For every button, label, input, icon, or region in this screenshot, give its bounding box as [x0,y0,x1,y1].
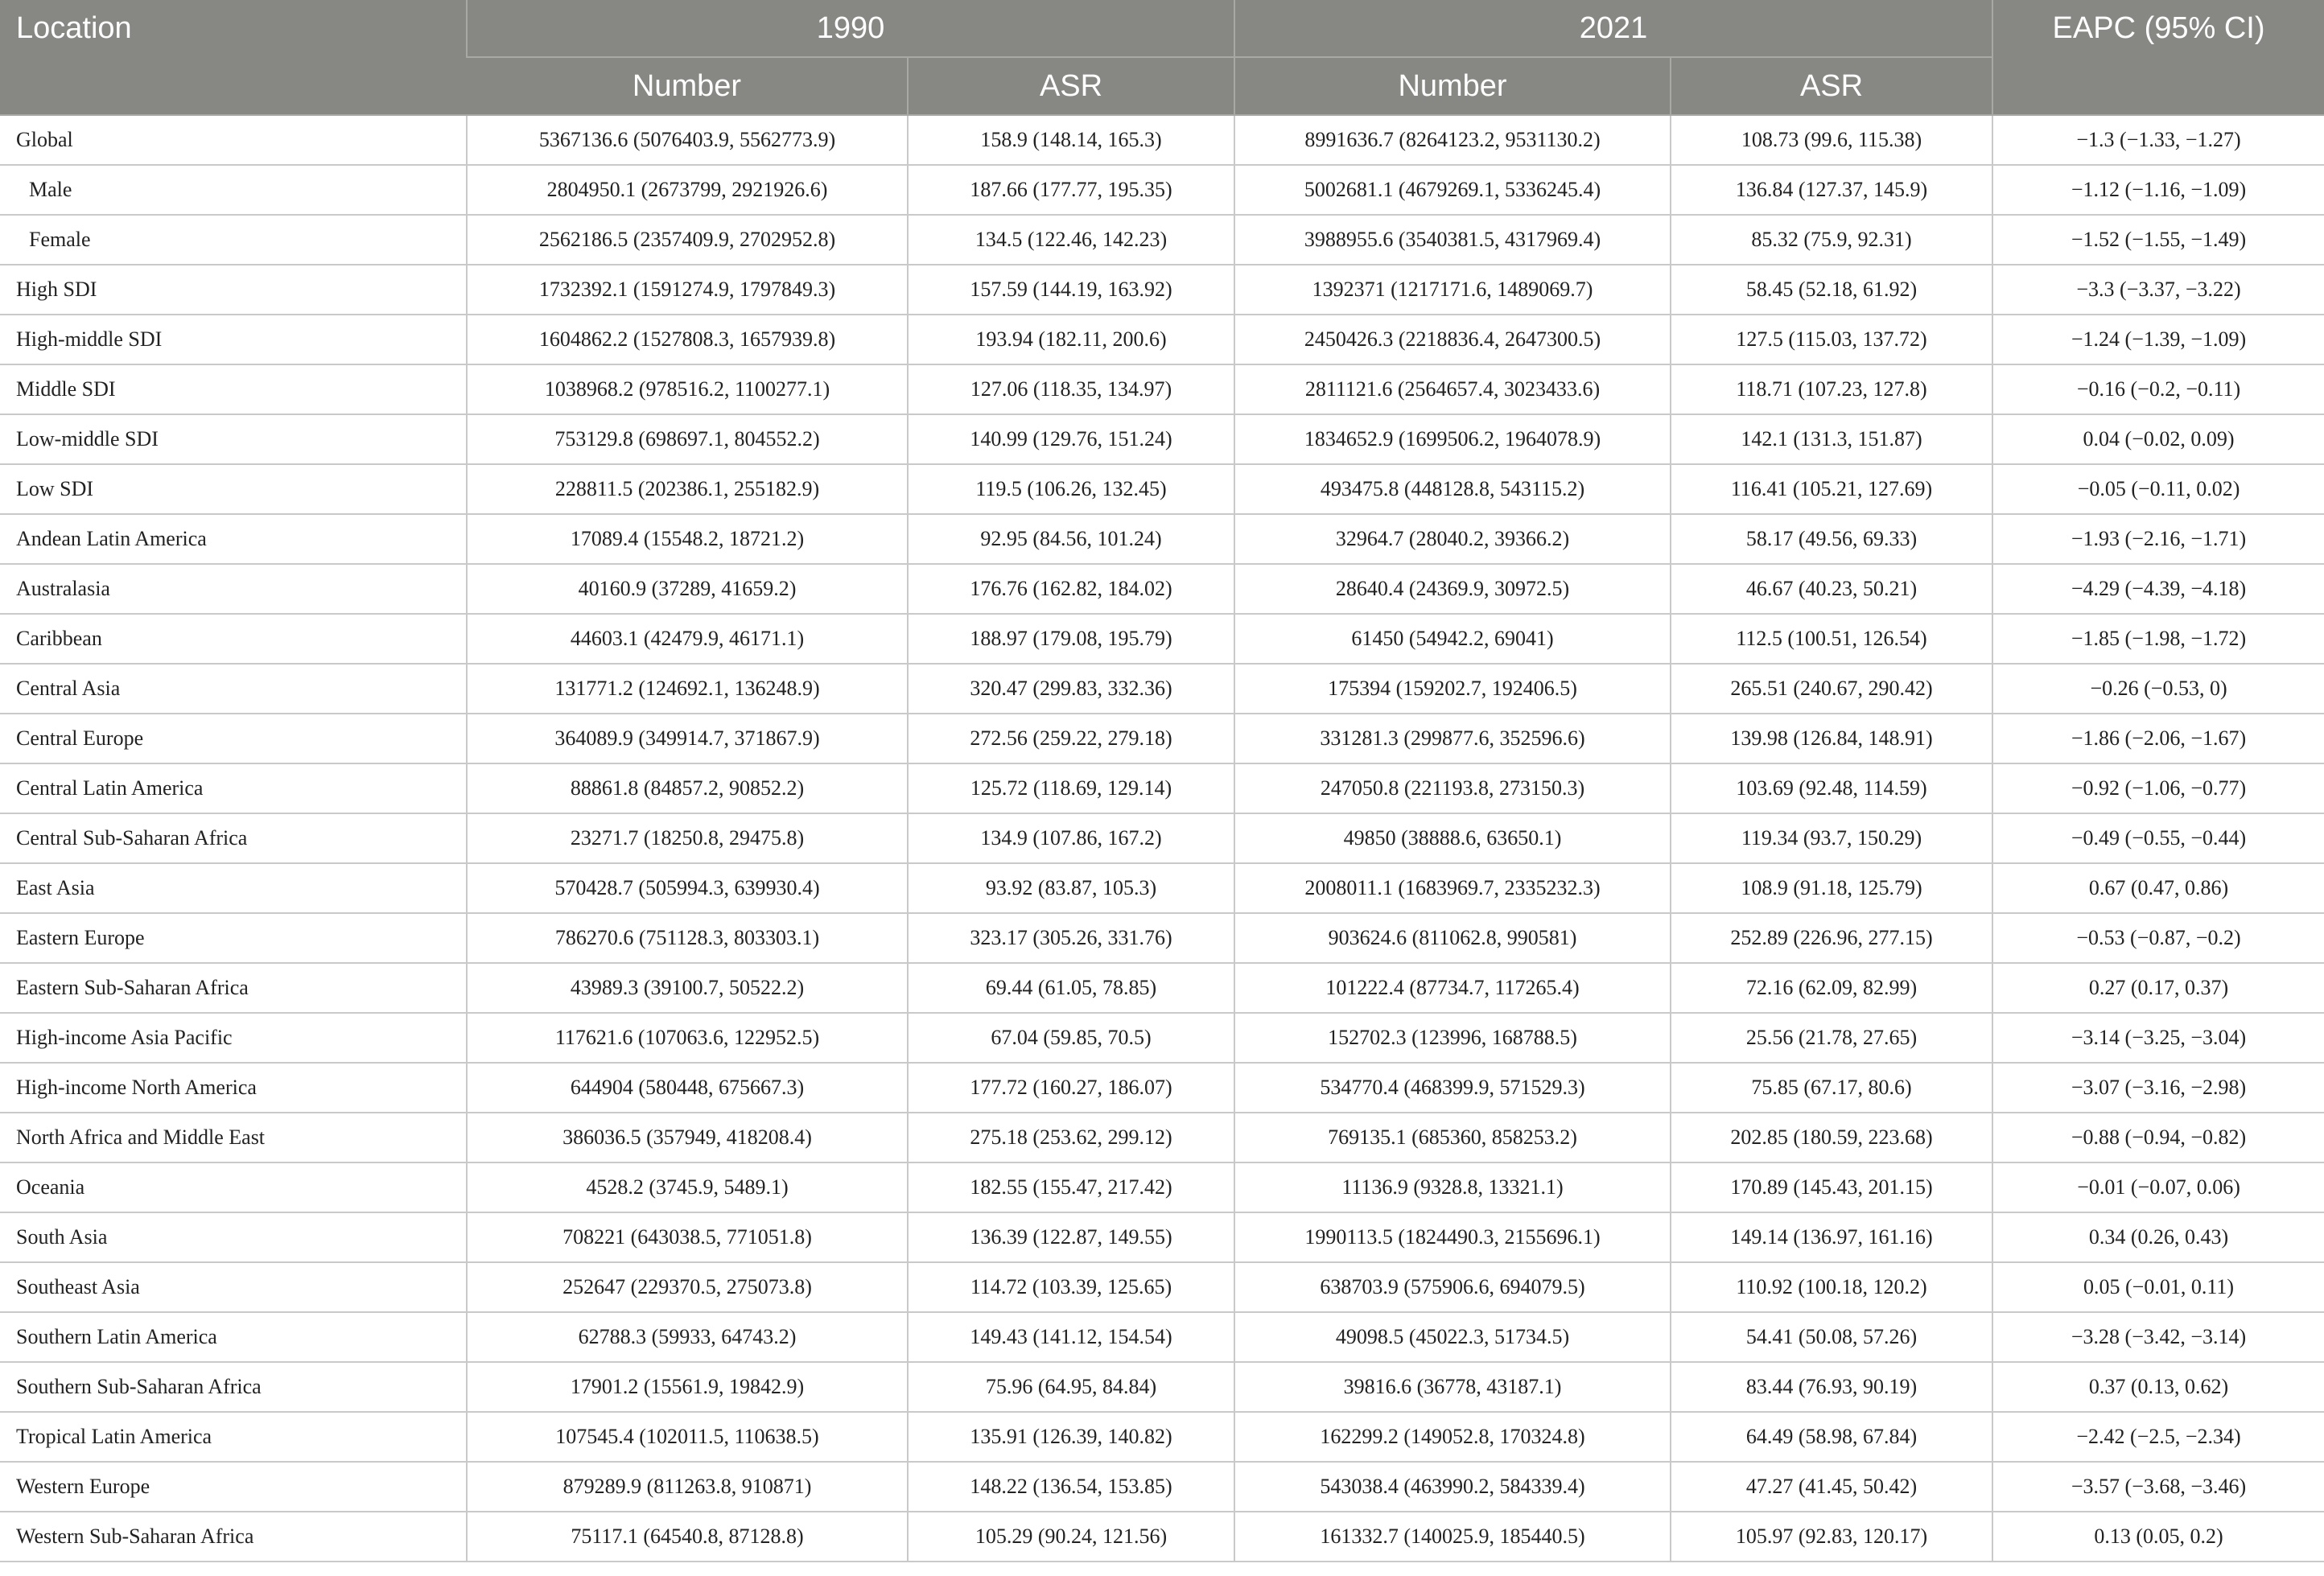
location-cell: Tropical Latin America [0,1412,467,1462]
location-cell: Global [0,115,467,165]
eapc-cell: 0.13 (0.05, 0.2) [1992,1512,2324,1562]
number-2021-cell: 3988955.6 (3540381.5, 4317969.4) [1234,215,1671,265]
asr-1990-cell: 135.91 (126.39, 140.82) [908,1412,1234,1462]
location-cell: Central Asia [0,664,467,714]
location-cell: Low SDI [0,464,467,514]
table-row [0,414,2324,464]
asr-1990-cell: 323.17 (305.26, 331.76) [908,913,1234,963]
table-row [0,1013,2324,1063]
table-row [0,614,2324,664]
table-row [0,464,2324,514]
asr-2021-cell: 110.92 (100.18, 120.2) [1671,1262,1992,1312]
asr-2021-cell: 252.89 (226.96, 277.15) [1671,913,1992,963]
location-cell: Caribbean [0,614,467,664]
number-2021-cell: 2450426.3 (2218836.4, 2647300.5) [1234,315,1671,364]
table-row [0,1462,2324,1512]
number-2021-cell: 2811121.6 (2564657.4, 3023433.6) [1234,364,1671,414]
eapc-cell: −2.42 (−2.5, −2.34) [1992,1412,2324,1462]
table-row [0,215,2324,265]
eapc-cell: 0.05 (−0.01, 0.11) [1992,1262,2324,1312]
asr-2021-cell: 54.41 (50.08, 57.26) [1671,1312,1992,1362]
eapc-cell: −1.3 (−1.33, −1.27) [1992,115,2324,165]
asr-2021-cell: 136.84 (127.37, 145.9) [1671,165,1992,215]
asr-2021-cell: 112.5 (100.51, 126.54) [1671,614,1992,664]
number-1990-cell: 644904 (580448, 675667.3) [467,1063,908,1113]
number-1990-cell: 62788.3 (59933, 64743.2) [467,1312,908,1362]
asr-2021-cell: 58.45 (52.18, 61.92) [1671,265,1992,315]
eapc-cell: −1.93 (−2.16, −1.71) [1992,514,2324,564]
table-row [0,1362,2324,1412]
number-2021-cell: 331281.3 (299877.6, 352596.6) [1234,714,1671,763]
asr-1990-cell: 92.95 (84.56, 101.24) [908,514,1234,564]
asr-1990-cell: 136.39 (122.87, 149.55) [908,1212,1234,1262]
asr-2021-cell: 85.32 (75.9, 92.31) [1671,215,1992,265]
location-cell: High-middle SDI [0,315,467,364]
table-row [0,315,2324,364]
number-2021-cell: 175394 (159202.7, 192406.5) [1234,664,1671,714]
location-cell: Middle SDI [0,364,467,414]
location-cell: Central Europe [0,714,467,763]
number-2021-cell: 1990113.5 (1824490.3, 2155696.1) [1234,1212,1671,1262]
number-1990-cell: 386036.5 (357949, 418208.4) [467,1113,908,1162]
number-2021-cell: 769135.1 (685360, 858253.2) [1234,1113,1671,1162]
asr-1990-cell: 275.18 (253.62, 299.12) [908,1113,1234,1162]
number-1990-cell: 5367136.6 (5076403.9, 5562773.9) [467,115,908,165]
asr-2021-cell: 127.5 (115.03, 137.72) [1671,315,1992,364]
eapc-cell: −1.24 (−1.39, −1.09) [1992,315,2324,364]
asr-2021-cell: 170.89 (145.43, 201.15) [1671,1162,1992,1212]
number-1990-cell: 17089.4 (15548.2, 18721.2) [467,514,908,564]
number-2021-cell: 1392371 (1217171.6, 1489069.7) [1234,265,1671,315]
asr-1990-cell: 187.66 (177.77, 195.35) [908,165,1234,215]
number-1990-cell: 570428.7 (505994.3, 639930.4) [467,863,908,913]
number-2021-cell: 61450 (54942.2, 69041) [1234,614,1671,664]
number-1990-cell: 786270.6 (751128.3, 803303.1) [467,913,908,963]
table-row [0,1412,2324,1462]
eapc-cell: −3.28 (−3.42, −3.14) [1992,1312,2324,1362]
asr-2021-cell: 202.85 (180.59, 223.68) [1671,1113,1992,1162]
asr-2021-cell: 139.98 (126.84, 148.91) [1671,714,1992,763]
number-2021-cell: 11136.9 (9328.8, 13321.1) [1234,1162,1671,1212]
eapc-cell: 0.04 (−0.02, 0.09) [1992,414,2324,464]
eapc-cell: −0.88 (−0.94, −0.82) [1992,1113,2324,1162]
asr-1990-cell: 157.59 (144.19, 163.92) [908,265,1234,315]
number-2021-cell: 28640.4 (24369.9, 30972.5) [1234,564,1671,614]
number-1990-cell: 879289.9 (811263.8, 910871) [467,1462,908,1512]
table-body [0,115,2324,1562]
number-2021-cell: 638703.9 (575906.6, 694079.5) [1234,1262,1671,1312]
asr-2021-cell: 108.73 (99.6, 115.38) [1671,115,1992,165]
location-cell: Andean Latin America [0,514,467,564]
number-1990-cell: 753129.8 (698697.1, 804552.2) [467,414,908,464]
asr-2021-cell: 119.34 (93.7, 150.29) [1671,813,1992,863]
table-header [0,0,2324,115]
table-row [0,564,2324,614]
location-cell: East Asia [0,863,467,913]
location-cell: High-income North America [0,1063,467,1113]
asr-1990-cell: 188.97 (179.08, 195.79) [908,614,1234,664]
table-row [0,1212,2324,1262]
number-1990-cell: 1732392.1 (1591274.9, 1797849.3) [467,265,908,315]
location-cell: Female [0,215,467,265]
number-2021-cell: 49098.5 (45022.3, 51734.5) [1234,1312,1671,1362]
eapc-cell: 0.67 (0.47, 0.86) [1992,863,2324,913]
number-1990-cell: 23271.7 (18250.8, 29475.8) [467,813,908,863]
header-asr-1990: ASR [908,57,1234,115]
table-row [0,763,2324,813]
number-1990-cell: 4528.2 (3745.9, 5489.1) [467,1162,908,1212]
location-cell: Western Sub-Saharan Africa [0,1512,467,1562]
number-2021-cell: 493475.8 (448128.8, 543115.2) [1234,464,1671,514]
table-row [0,664,2324,714]
number-1990-cell: 75117.1 (64540.8, 87128.8) [467,1512,908,1562]
number-2021-cell: 8991636.7 (8264123.2, 9531130.2) [1234,115,1671,165]
asr-1990-cell: 75.96 (64.95, 84.84) [908,1362,1234,1412]
number-2021-cell: 32964.7 (28040.2, 39366.2) [1234,514,1671,564]
table-row [0,1312,2324,1362]
eapc-cell: −1.86 (−2.06, −1.67) [1992,714,2324,763]
asr-1990-cell: 105.29 (90.24, 121.56) [908,1512,1234,1562]
asr-2021-cell: 58.17 (49.56, 69.33) [1671,514,1992,564]
asr-1990-cell: 320.47 (299.83, 332.36) [908,664,1234,714]
eapc-cell: 0.34 (0.26, 0.43) [1992,1212,2324,1262]
number-2021-cell: 101222.4 (87734.7, 117265.4) [1234,963,1671,1013]
header-number-2021: Number [1234,57,1671,115]
table-row [0,364,2324,414]
asr-1990-cell: 67.04 (59.85, 70.5) [908,1013,1234,1063]
asr-1990-cell: 93.92 (83.87, 105.3) [908,863,1234,913]
header-location: Location [0,0,467,115]
table-row [0,863,2324,913]
asr-1990-cell: 176.76 (162.82, 184.02) [908,564,1234,614]
table-row [0,714,2324,763]
asr-2021-cell: 75.85 (67.17, 80.6) [1671,1063,1992,1113]
asr-2021-cell: 83.44 (76.93, 90.19) [1671,1362,1992,1412]
number-1990-cell: 708221 (643038.5, 771051.8) [467,1212,908,1262]
asr-2021-cell: 47.27 (41.45, 50.42) [1671,1462,1992,1512]
number-1990-cell: 107545.4 (102011.5, 110638.5) [467,1412,908,1462]
header-year-1990: 1990 [467,0,1234,57]
asr-2021-cell: 64.49 (58.98, 67.84) [1671,1412,1992,1462]
location-cell: North Africa and Middle East [0,1113,467,1162]
table-row [0,1063,2324,1113]
location-cell: Central Sub-Saharan Africa [0,813,467,863]
eapc-cell: 0.27 (0.17, 0.37) [1992,963,2324,1013]
number-2021-cell: 2008011.1 (1683969.7, 2335232.3) [1234,863,1671,913]
location-cell: High SDI [0,265,467,315]
number-1990-cell: 1604862.2 (1527808.3, 1657939.8) [467,315,908,364]
table-row [0,115,2324,165]
eapc-cell: −0.16 (−0.2, −0.11) [1992,364,2324,414]
asr-1990-cell: 119.5 (106.26, 132.45) [908,464,1234,514]
asr-2021-cell: 149.14 (136.97, 161.16) [1671,1212,1992,1262]
number-2021-cell: 162299.2 (149052.8, 170324.8) [1234,1412,1671,1462]
header-row-years [0,0,2324,57]
number-2021-cell: 39816.6 (36778, 43187.1) [1234,1362,1671,1412]
eapc-cell: −3.07 (−3.16, −2.98) [1992,1063,2324,1113]
eapc-cell: −0.05 (−0.11, 0.02) [1992,464,2324,514]
asr-2021-cell: 108.9 (91.18, 125.79) [1671,863,1992,913]
asr-1990-cell: 114.72 (103.39, 125.65) [908,1262,1234,1312]
location-cell: Low-middle SDI [0,414,467,464]
location-cell: Central Latin America [0,763,467,813]
number-1990-cell: 44603.1 (42479.9, 46171.1) [467,614,908,664]
number-1990-cell: 40160.9 (37289, 41659.2) [467,564,908,614]
number-2021-cell: 1834652.9 (1699506.2, 1964078.9) [1234,414,1671,464]
header-asr-2021: ASR [1671,57,1992,115]
asr-2021-cell: 72.16 (62.09, 82.99) [1671,963,1992,1013]
location-cell: High-income Asia Pacific [0,1013,467,1063]
eapc-cell: −1.85 (−1.98, −1.72) [1992,614,2324,664]
asr-2021-cell: 116.41 (105.21, 127.69) [1671,464,1992,514]
asr-1990-cell: 134.9 (107.86, 167.2) [908,813,1234,863]
number-2021-cell: 152702.3 (123996, 168788.5) [1234,1013,1671,1063]
asr-2021-cell: 25.56 (21.78, 27.65) [1671,1013,1992,1063]
asr-2021-cell: 265.51 (240.67, 290.42) [1671,664,1992,714]
number-2021-cell: 543038.4 (463990.2, 584339.4) [1234,1462,1671,1512]
asr-1990-cell: 177.72 (160.27, 186.07) [908,1063,1234,1113]
number-2021-cell: 49850 (38888.6, 63650.1) [1234,813,1671,863]
table-row [0,913,2324,963]
location-cell: South Asia [0,1212,467,1262]
asr-1990-cell: 134.5 (122.46, 142.23) [908,215,1234,265]
asr-1990-cell: 148.22 (136.54, 153.85) [908,1462,1234,1512]
location-cell: Southeast Asia [0,1262,467,1312]
number-1990-cell: 88861.8 (84857.2, 90852.2) [467,763,908,813]
asr-1990-cell: 125.72 (118.69, 129.14) [908,763,1234,813]
table-row [0,1113,2324,1162]
number-1990-cell: 252647 (229370.5, 275073.8) [467,1262,908,1312]
location-cell: Eastern Sub-Saharan Africa [0,963,467,1013]
eapc-cell: −0.01 (−0.07, 0.06) [1992,1162,2324,1212]
eapc-cell: −4.29 (−4.39, −4.18) [1992,564,2324,614]
number-2021-cell: 534770.4 (468399.9, 571529.3) [1234,1063,1671,1113]
asr-2021-cell: 118.71 (107.23, 127.8) [1671,364,1992,414]
eapc-cell: −0.26 (−0.53, 0) [1992,664,2324,714]
location-cell: Southern Latin America [0,1312,467,1362]
number-1990-cell: 131771.2 (124692.1, 136248.9) [467,664,908,714]
asr-2021-cell: 142.1 (131.3, 151.87) [1671,414,1992,464]
header-number-1990: Number [467,57,908,115]
number-1990-cell: 17901.2 (15561.9, 19842.9) [467,1362,908,1412]
table-row [0,1512,2324,1562]
number-1990-cell: 364089.9 (349914.7, 371867.9) [467,714,908,763]
table-row [0,1162,2324,1212]
asr-2021-cell: 105.97 (92.83, 120.17) [1671,1512,1992,1562]
asr-1990-cell: 149.43 (141.12, 154.54) [908,1312,1234,1362]
asr-1990-cell: 182.55 (155.47, 217.42) [908,1162,1234,1212]
location-cell: Male [0,165,467,215]
eapc-cell: −3.14 (−3.25, −3.04) [1992,1013,2324,1063]
number-1990-cell: 1038968.2 (978516.2, 1100277.1) [467,364,908,414]
asr-1990-cell: 158.9 (148.14, 165.3) [908,115,1234,165]
number-1990-cell: 2804950.1 (2673799, 2921926.6) [467,165,908,215]
number-1990-cell: 2562186.5 (2357409.9, 2702952.8) [467,215,908,265]
location-cell: Oceania [0,1162,467,1212]
number-2021-cell: 247050.8 (221193.8, 273150.3) [1234,763,1671,813]
eapc-cell: −0.53 (−0.87, −0.2) [1992,913,2324,963]
asr-2021-cell: 46.67 (40.23, 50.21) [1671,564,1992,614]
location-cell: Southern Sub-Saharan Africa [0,1362,467,1412]
eapc-cell: −0.92 (−1.06, −0.77) [1992,763,2324,813]
table-row [0,514,2324,564]
eapc-cell: −3.3 (−3.37, −3.22) [1992,265,2324,315]
asr-1990-cell: 193.94 (182.11, 200.6) [908,315,1234,364]
table-row [0,165,2324,215]
table-row [0,1262,2324,1312]
number-1990-cell: 117621.6 (107063.6, 122952.5) [467,1013,908,1063]
asr-1990-cell: 127.06 (118.35, 134.97) [908,364,1234,414]
table-row [0,813,2324,863]
asr-1990-cell: 69.44 (61.05, 78.85) [908,963,1234,1013]
number-2021-cell: 161332.7 (140025.9, 185440.5) [1234,1512,1671,1562]
eapc-cell: −1.52 (−1.55, −1.49) [1992,215,2324,265]
header-eapc: EAPC (95% CI) [1992,0,2324,115]
location-cell: Western Europe [0,1462,467,1512]
header-year-2021: 2021 [1234,0,1992,57]
location-cell: Eastern Europe [0,913,467,963]
table-row [0,265,2324,315]
table-row [0,963,2324,1013]
number-1990-cell: 228811.5 (202386.1, 255182.9) [467,464,908,514]
eapc-cell: −0.49 (−0.55, −0.44) [1992,813,2324,863]
number-2021-cell: 5002681.1 (4679269.1, 5336245.4) [1234,165,1671,215]
asr-1990-cell: 272.56 (259.22, 279.18) [908,714,1234,763]
eapc-cell: 0.37 (0.13, 0.62) [1992,1362,2324,1412]
location-cell: Australasia [0,564,467,614]
eapc-cell: −1.12 (−1.16, −1.09) [1992,165,2324,215]
number-1990-cell: 43989.3 (39100.7, 50522.2) [467,963,908,1013]
number-2021-cell: 903624.6 (811062.8, 990581) [1234,913,1671,963]
asr-1990-cell: 140.99 (129.76, 151.24) [908,414,1234,464]
asr-2021-cell: 103.69 (92.48, 114.59) [1671,763,1992,813]
eapc-cell: −3.57 (−3.68, −3.46) [1992,1462,2324,1512]
